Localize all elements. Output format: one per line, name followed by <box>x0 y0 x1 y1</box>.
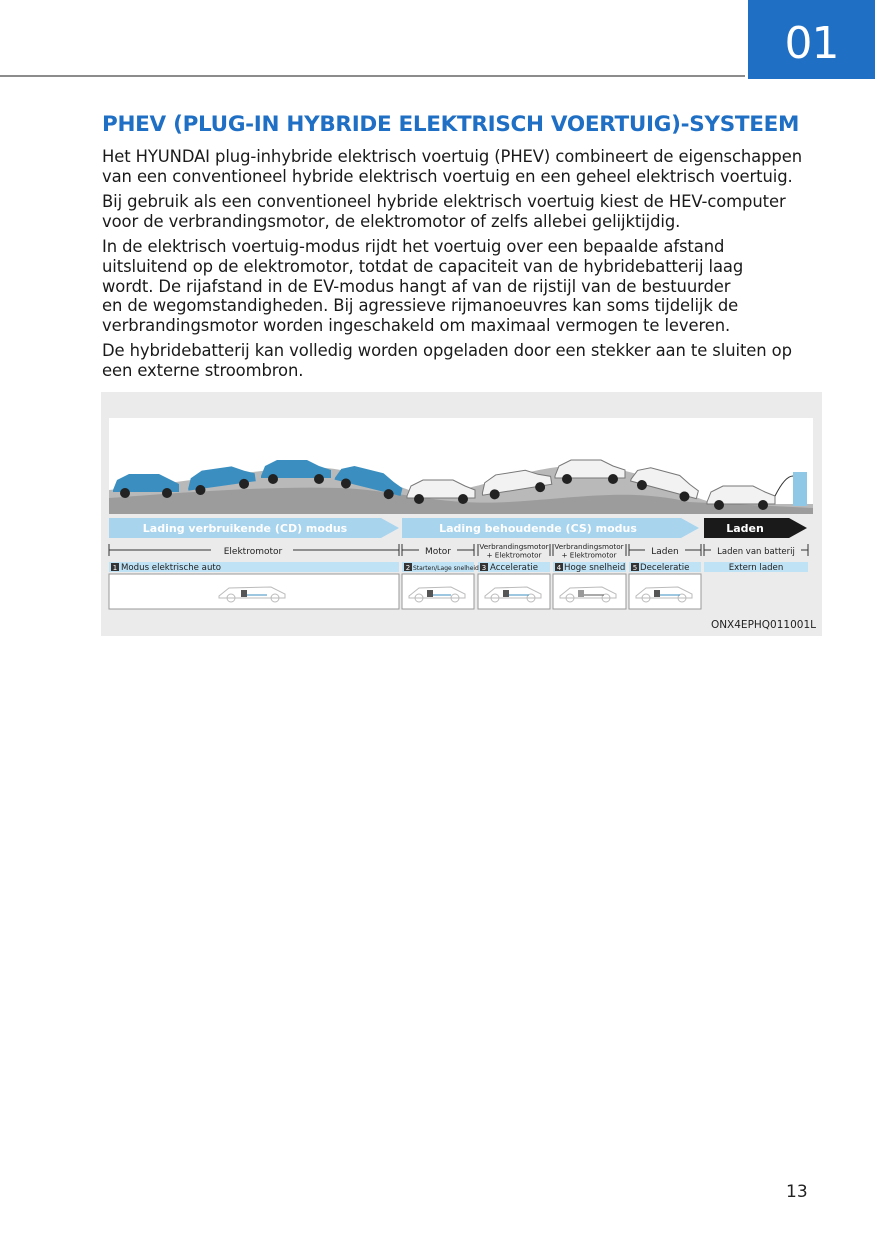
power-source-label: Laden <box>651 547 679 557</box>
paragraph: Het HYUNDAI plug-inhybride elektrisch voertuig (PHEV) combineert de eigenschappen van een conventioneel hybride elektrisch voertuig en een geheel elektrisch voertuig. <box>102 147 802 186</box>
driving-scene-illustration <box>109 418 813 514</box>
mode-schema <box>101 516 822 611</box>
chapter-number: 01 <box>784 18 839 69</box>
mode-arrow-charge <box>704 518 807 538</box>
section-title: PHEV (PLUG-IN HYBRIDE ELEKTRISCH VOERTUIG)-SYSTEEM <box>102 112 800 137</box>
stage-label: Deceleratie <box>640 563 690 573</box>
stage-number: 2 <box>405 564 411 572</box>
power-source-label: Motor <box>424 547 452 557</box>
stage-label: Starten/Lage snelheid <box>413 565 479 572</box>
mode-label: Lading behoudende (CS) modus <box>439 522 637 535</box>
mode-label: Lading verbruikende (CD) modus <box>142 522 348 535</box>
stage-number: 5 <box>632 564 638 572</box>
power-source-label: Verbrandingsmotor + Elektromotor <box>479 542 549 560</box>
paragraph: De hybridebatterij kan volledig worden opgeladen door een stekker aan te sluiten op een externe stroombron. <box>102 341 792 380</box>
stage-number: 1 <box>112 564 118 572</box>
stage-number: 3 <box>481 564 487 572</box>
body-text <box>102 147 832 387</box>
stage-label: Acceleratie <box>490 563 538 573</box>
chapter-tab <box>748 0 875 79</box>
stage-label: Extern laden <box>728 563 784 573</box>
stage-number: 4 <box>556 564 562 572</box>
mode-arrow-cs <box>402 518 699 538</box>
mode-arrow-cd <box>109 518 399 538</box>
power-source-label: Laden van batterij <box>717 547 795 557</box>
power-source-label: Verbrandingsmotor + Elektromotor <box>554 542 624 560</box>
stage-label: Hoge snelheid <box>564 563 626 573</box>
stage-label: Modus elektrische auto <box>121 563 222 573</box>
figure-code: ONX4EPHQ011001L <box>710 619 816 631</box>
paragraph: In de elektrisch voertuig-modus rijdt het voertuig over een bepaalde afstand uitsluitend op de elektromotor, totdat de capaciteit van de hybridebatterij laag wordt. De rijafstand in de EV-modus hangt af van de rijstijl van de bestuurder en de wegomstandigheden. Bij agressieve rijmanoeuvres kan soms tijdelijk de verbrandingsmotor worden ingeschakeld om maximaal vermogen te leveren. <box>102 237 744 335</box>
charging-station-icon <box>793 472 807 506</box>
power-source-label: Elektromotor <box>223 547 283 557</box>
page-number: 13 <box>786 1182 808 1202</box>
phev-mode-diagram <box>101 392 822 636</box>
mode-label: Laden <box>726 522 764 535</box>
header-rule <box>0 75 745 77</box>
paragraph: Bij gebruik als een conventioneel hybride elektrisch voertuig kiest de HEV-computer voor de verbrandingsmotor, de elektromotor of zelfs allebei gelijktijdig. <box>102 192 786 231</box>
